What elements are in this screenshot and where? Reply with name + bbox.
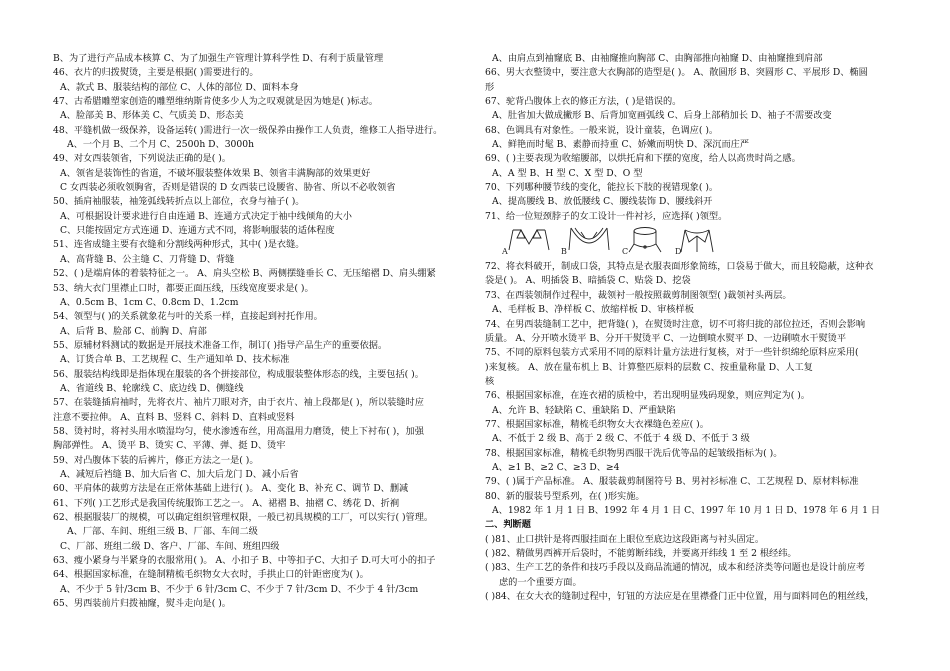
question-72: 72、将衣料破开，制成口袋，其特点是衣服表面形象简练，口袋易于做大，而且较隐蔽，这种衣 xyxy=(485,261,874,273)
options-49-cd: C 女西装必须收领胸省，否则是错误的 D 女西装已设腰省、胁省、所以不必收领省 xyxy=(60,182,396,194)
options-49-ab: A、领省是装饰性的省道，不破坏服装整体效果 B、领省丰满胸部的效果更好 xyxy=(60,167,371,179)
question-66-cont: 形 xyxy=(485,81,495,93)
judgement-82: ( )82、精做男西裤开后袋时，不能剪断纬线，并要离开纬线 1 至 2 根经纬。 xyxy=(485,548,797,559)
question-57-cont: 注意不要拉伸。 A、直料 B、竖料 C、斜料 D、直料或竖料 xyxy=(53,411,295,423)
options-73: A、毛样板 B、净样板 C、放缩样板 D、审核样板 xyxy=(492,304,694,316)
options-65: A、由肩点到袖窿底 B、由袖窿推向胸部 C、由胸部推向袖窿 D、由袖窿推到肩部 xyxy=(492,53,823,64)
options-56: A、省道线 B、轮廓线 C、底边线 D、侧缝线 xyxy=(60,382,244,394)
judgement-81: ( )81、止口拱针是将西服挂面在上眼位至底边这段距离与衬头固定。 xyxy=(485,533,765,545)
options-67: A、肚省加大做成撇形 B、后背加宽画弧线 C、后身上部稍加长 D、袖子不需要改变 xyxy=(492,110,832,122)
right-column xyxy=(485,52,915,604)
question-78: 78、根据国家标准，精梳毛织物男西服干洗后优等品的起皱级指标为( )。 xyxy=(485,447,783,459)
options-53: A、0.5cm B、1cm C、0.8cm D、1.2cm xyxy=(60,296,239,308)
question-75-end: 核 xyxy=(485,375,495,387)
question-48: 48、平缝机做一级保养，设备运转( )需进行一次一级保养由操作工人负责，维修工人指导进行。 xyxy=(53,124,443,136)
question-76: 76、根据国家标准，在连衣裙的质检中，若出现明显残码现象，则应判定为( )。 xyxy=(485,390,810,402)
options-62-ab: A、厂部、车间、班组三级 B、厂部、车间二级 xyxy=(67,526,258,538)
judgement-83-cont: 虑的一个重要方面。 xyxy=(499,576,582,588)
judgement-84: ( )84、在女大衣的缝制过程中，钉钮的方法应是在里襟叠门正中位置，用与面料同色的粗丝线， xyxy=(485,591,875,603)
judgement-83: ( )83、生产工艺的条件和技巧手段以及商品流通的情况，成本和经济类等问题也是设计前应考 xyxy=(485,562,866,574)
question-56: 56、服装结构线即是指体现在服装的各个拼接部位，构成服装整体形态的线，主要包括( )。 xyxy=(53,368,424,380)
options-47: A、脸部美 B、形体美 C、气质美 D、形态美 xyxy=(60,110,244,122)
question-65: 65、男西装前片归拨袖窿，熨斗走向是( )。 xyxy=(53,598,231,610)
question-52: 52、( )是端肩体的着装特征之一。 A、肩头空松 B、两侧摆缝垂长 C、无压缩褶 D、肩头绷紧 xyxy=(53,268,436,280)
options-62-cd: C、厂部、班组二级 D、客户、厂部、车间、班组四级 xyxy=(60,540,280,552)
options-70: A、提高腰线 B、放低腰线 C、腰线装饰 D、腰线斜开 xyxy=(492,196,713,208)
collar-c-figure xyxy=(629,228,661,253)
options-76: A、允许 B、轻缺陷 C、重缺陷 D、严重缺陷 xyxy=(492,404,676,416)
question-63: 63、瘦小紧身与半紧身的衣服常用( )。 A、小扣子 B、中等扣子C、大扣子 D.可大可小的扣子 xyxy=(53,555,436,567)
collar-label-b: B xyxy=(561,247,567,257)
left-column xyxy=(53,52,473,611)
question-54: 54、领型与( )的关系就象花与叶的关系一样，直接起到衬托作用。 xyxy=(53,311,323,323)
options-80: A、1982 年 1 月 1 日 B、1992 年 4 月 1 日 C、1997 年 10 月 1 日 D、1978 年 6 月 1 日 xyxy=(492,504,881,516)
options-55: A、订货合单 B、工艺规程 C、生产通知单 D、技术标准 xyxy=(60,354,290,366)
question-71: 71、给一位短颈脖子的女工设计一件衬衫，应选择( )领型。 xyxy=(485,210,728,222)
question-58: 58、烫衬时，将衬头用水喷湿均匀，使水渗透布丝，用高温用力磨烫，使上下衬布( )，加强 xyxy=(53,425,424,437)
collar-figure-svg xyxy=(485,226,915,256)
collar-label-c: C xyxy=(622,247,629,257)
question-53: 53、纳大衣门里襟止口时，都要正面压线，压线宽度要求是( )。 xyxy=(53,282,314,294)
question-67: 67、驼背凸腹体上衣的修正方法，( )是错误的。 xyxy=(485,96,682,108)
question-59: 59、对凸腹体下装的后裤片，修正方法之一是( )。 xyxy=(53,454,259,466)
question-74: 74、在男西装缝制工艺中，把背缝( )，在熨烫时注意，切不可将归拢的部位拉还，否则会影响 xyxy=(485,318,866,330)
question-68: 68、色调具有对象性。一般来说，设计童装，色调应( )。 xyxy=(485,124,719,136)
question-58-cont: 胸部弹性。 A、烫平 B、烫实 C、平薄、弹、挺 D、烫牢 xyxy=(53,440,286,452)
collar-b-figure xyxy=(569,228,609,250)
question-77: 77、根据国家标准，精梳毛织物女大衣裸缝色差应( )。 xyxy=(485,418,709,430)
question-73: 73、在西装领制作过程中，裁领衬一般按照裁剪制图领型( )裁领衬头两层。 xyxy=(485,289,792,301)
question-49: 49、对女西装领省，下列说法正确的是( )。 xyxy=(53,153,231,165)
options-50-ab: A、可根据设计要求进行自由连通 B、连通方式决定于袖中线倾角的大小 xyxy=(60,210,352,222)
options-50-cd: C、只能按固定方式连通 D、连通方式不同，将影响服装的适体程度 xyxy=(60,225,335,237)
question-60: 60、平肩体的裁剪方法是在正常体基础上进行( )。 A、变化 B、补充 C、调节 D、删减 xyxy=(53,483,409,495)
options-69: A、A 型 B、H 型 C、X 型 D、O 型 xyxy=(492,167,643,179)
collar-d-figure xyxy=(681,230,713,252)
question-74-cont: 质量。 A、分开喷水烫平 B、分开干熨烫平 C、一边倒喷水熨平 D、一边刷喷水干熨烫平 xyxy=(485,332,847,344)
question-47: 47、古希腊雕塑家创造的雕塑维纳斯肯使多少人为之叹观就是因为她是( )标志。 xyxy=(53,96,378,108)
options-46: A、款式 B、服装结构的部位 C、人体的部位 D、面料本身 xyxy=(60,81,299,93)
question-79: 79、( )属于产品标准。 A、服装裁剪制图符号 B、男衬衫标准 C、工艺规程 D、原材料标准 xyxy=(485,476,859,488)
question-61: 61、下列( )工艺形式是我国传统服饰工艺之一。 A、裙褶 B、抽褶 C、绣花 D、折裥 xyxy=(53,497,400,509)
options-64: A、不少于 5 针/3cm B、不少于 6 针/3cm C、不少于 7 针/3cm D、不少于 4 针/3cm xyxy=(60,583,419,595)
question-72-cont: 袋是( )。 A、明插袋 B、暗插袋 C、贴袋 D、挖袋 xyxy=(485,275,691,287)
section-heading: 二、判断题 xyxy=(485,519,531,531)
question-57: 57、在装缝插肩袖时，先将衣片、袖片刀眼对齐，由于衣片、袖上段都是( )，所以装缝时应 xyxy=(53,397,424,409)
question-51: 51、连省成缝主要有衣缝和分割线两种形式，其中( )是衣缝。 xyxy=(53,239,305,251)
options-77: A、不低于 2 级 B、高于 2 级 C、不低于 4 级 D、不低于 3 级 xyxy=(492,433,750,445)
options-78: A、≥1 B、≥2 C、≥3 D、≥4 xyxy=(492,461,620,473)
question-80: 80、新的服装号型系列，在( )形实施。 xyxy=(485,490,645,502)
question-66: 66、男大衣整烫中，要注意大衣胸部的造型是( )。 A、散圆形 B、突圆形 C、平展形 D、椭圆 xyxy=(485,67,868,79)
options-48: A、一个月 B、二个月 C、2500h D、3000h xyxy=(67,139,255,151)
options-51: A、高背缝 B、公主缝 C、刀背缝 D、背缝 xyxy=(60,253,235,265)
question-69: 69、( )主要表现为收缩腰部，以烘托肩和下摆的宽度，给人以高贵时尚之感。 xyxy=(485,153,801,165)
options-68: A、鲜艳而时髦 B、素静而持重 C、娇嫩而明快 D、深沉而庄严 xyxy=(492,139,750,151)
question-75-cont: )来复核。 A、放在量布机上 B、计算整匹原料的层数 C、按重量称量 D、人工复 xyxy=(485,361,813,373)
question-75: 75、不同的原料包装方式采用不同的原料计量方法进行复核，对于一些针织绵纶原料应采用( xyxy=(485,347,859,359)
collar-label-d: D xyxy=(675,247,682,257)
options-59: A、减短后裆缝 B、加大后省 C、加大后龙门 D、减小后省 xyxy=(60,468,299,480)
question-70: 70、下列哪种腰节线的变化，能拉长下肢的视错现象( )。 xyxy=(485,182,719,194)
question-46: 46、衣片的归拨熨烫，主要是根据( )需要进行的。 xyxy=(53,67,259,79)
collar-label-a: A xyxy=(502,247,508,257)
question-64: 64、根据国家标准，在缝制精梳毛织物女大衣时，手拱止口的针距密度为( )。 xyxy=(53,569,369,581)
question-55: 55、原辅材料测试的数据是开展技术准备工作，制订( )指导产品生产的重要依据。 xyxy=(53,339,388,351)
text-line: B、为了进行产品成本核算 C、为了加强生产管理计算科学性 D、有利于质量管理 xyxy=(53,53,384,64)
collar-figures xyxy=(485,226,915,256)
question-50: 50、插肩袖服装，袖笼弧线转折点以上部位，衣身与袖子( )。 xyxy=(53,196,305,208)
collar-a-figure xyxy=(509,230,549,250)
options-54: A、后背 B、脸部 C、前胸 D、肩部 xyxy=(60,325,207,337)
question-62: 62、根据服装厂的规模，可以确定组织管理权限，一般已初具规模的工厂，可以实行( )管理。 xyxy=(53,512,434,523)
